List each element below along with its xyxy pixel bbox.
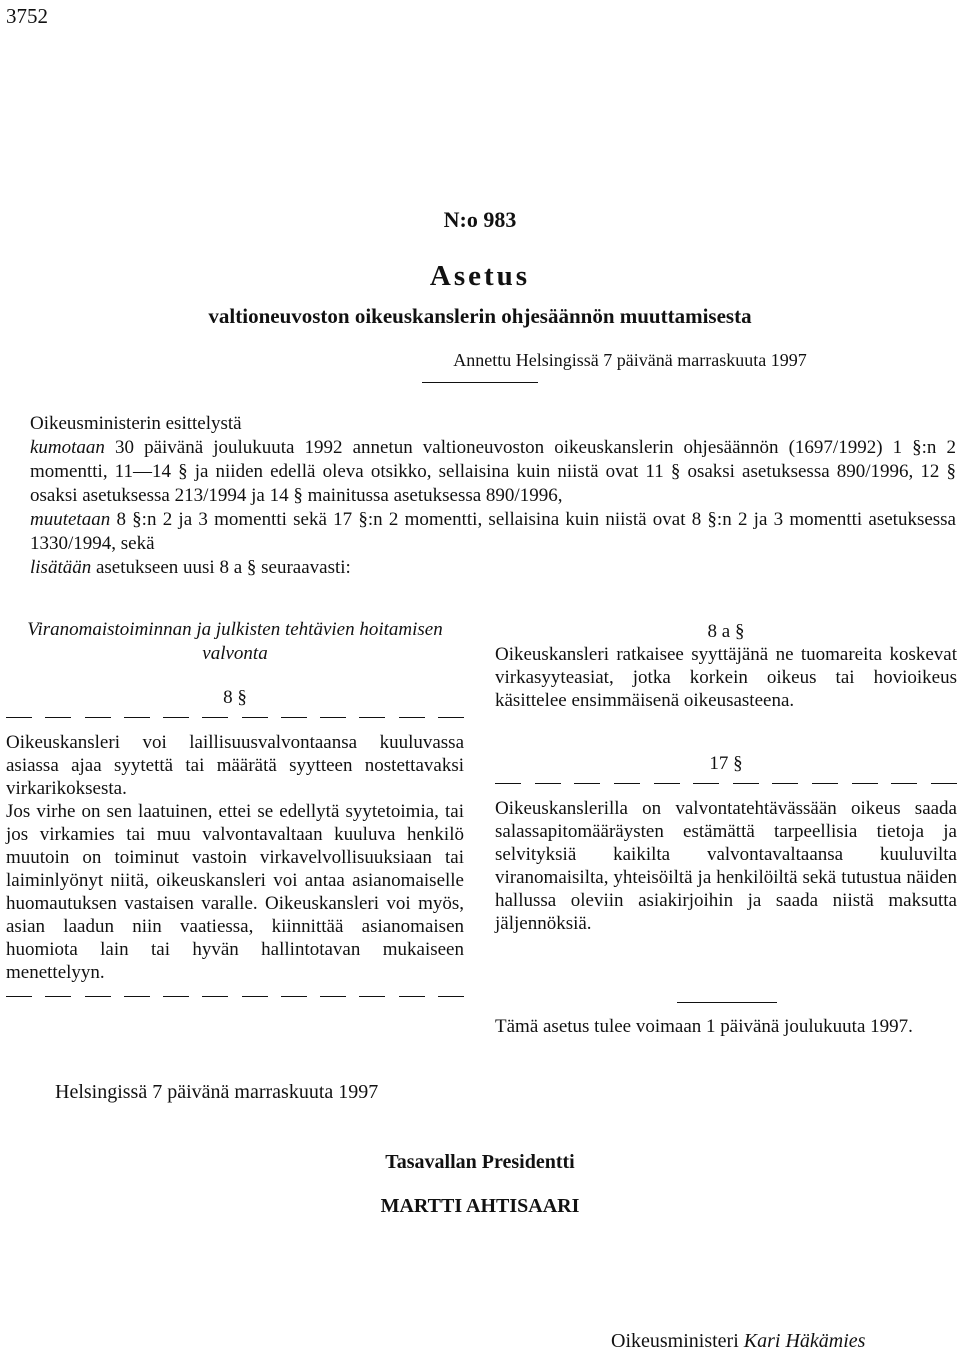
muutetaan-keyword: muutetaan (30, 509, 111, 530)
lisataan-text: asetukseen uusi 8 a § seuraavasti: (91, 557, 351, 578)
minister-name: Kari Häkämies (743, 1330, 866, 1352)
effective-divider (677, 1002, 777, 1003)
document-title: Asetus (429, 260, 531, 292)
given-date-line: Annettu Helsingissä 7 päivänä marraskuuta 1997 (453, 350, 807, 370)
president-name: MARTTI AHTISAARI (380, 1195, 580, 1217)
presenter-line: Oikeusministerin esittelystä (30, 413, 242, 434)
section-8-heading: 8 § (223, 687, 247, 708)
statute-number: N:o 983 (443, 207, 517, 232)
muutetaan-text: 8 §:n 2 ja 3 momentti sekä 17 §:n 2 momentti, sellaisina kuin niistä ovat 8 §:n 2 ja 3 momentti asetuksessa 1330/1994, sekä (30, 509, 956, 554)
minister-title: Oikeusministeri (611, 1330, 739, 1352)
section-17-heading: 17 § (709, 753, 743, 774)
omission-dashes (495, 777, 957, 789)
header-divider (422, 382, 538, 383)
kumotaan-keyword: kumotaan (30, 437, 105, 458)
omission-dashes (6, 711, 464, 723)
section-8a-heading: 8 a § (707, 621, 745, 642)
section-8-paragraph-1: Oikeuskansleri voi laillisuusvalvontaansa kuuluvassa asiassa ajaa syytettä tai määrätä syytteen nostettavaksi virkarikoksesta. (6, 732, 464, 799)
signing-place-date: Helsingissä 7 päivänä marraskuuta 1997 (55, 1081, 379, 1103)
left-column (6, 618, 464, 1002)
preamble (30, 412, 956, 580)
effective-block (495, 1015, 957, 1038)
omission-dashes (6, 990, 464, 1002)
lisataan-keyword: lisätään (30, 557, 92, 578)
muutetaan-clause (30, 508, 956, 556)
document-subtitle: valtioneuvoston oikeuskanslerin ohjesäännön muuttamisesta (208, 304, 752, 328)
page-number: 3752 (6, 4, 48, 28)
section-8-paragraph-2: Jos virhe on sen laatuinen, ettei se edellytä syytetoimia, tai jos virkamies tai muu valvontavaltaan kuuluva henkilö muutoin on toiminut vastoin virkavelvollisuuksiaan tai laiminlyönyt niitä, oikeuskansleri voi antaa asianomaiselle huomautuksen vastaisen varalle. Oikeuskansleri voi myös, asian laadun niin vaatiessa, kiinnittää asianomaisen huomiota lain tai hyvän hallintotavan mukaiseen menettelyyn. (6, 801, 464, 983)
kumotaan-clause (30, 436, 956, 508)
right-column (495, 620, 957, 935)
kumotaan-text: 30 päivänä joulukuuta 1992 annetun valtioneuvoston oikeuskanslerin ohjesäännön (1697/1992) 1 §:n 2 momentti, 11—14 § ja niiden edellä oleva otsikko, sellaisina kuin niistä ovat 11 § osaksi asetuksessa 890/1996, 12 § osaksi asetuksessa 213/1994 ja 14 § mainitussa asetuksessa 890/1996, (30, 437, 956, 506)
section-8a-paragraph: Oikeuskansleri ratkaisee syyttäjänä ne tuomareita koskevat virkasyyteasiat, jotka korkein oikeus tai hovioikeus käsittelee ensimmäisenä oikeusasteena. (495, 644, 957, 711)
minister-signature (611, 1330, 865, 1353)
effective-date: Tämä asetus tulee voimaan 1 päivänä joulukuuta 1997. (495, 1016, 913, 1037)
lisataan-clause (30, 556, 956, 580)
section-17-paragraph: Oikeuskanslerilla on valvontatehtävässään oikeus saada salassapitomääräysten estämättä tarpeellisia tietoja ja selvityksiä kaikilta valvontavaltaansa kuuluvilta viranomaisilta, yhteisöiltä ja henkilöiltä sekä tutustua näiden hallussa oleviin asiakirjoihin ja saada niistä maksutta jäljennöksiä. (495, 798, 957, 934)
chapter-heading: Viranomaistoiminnan ja julkisten tehtävien hoitamisen valvonta (27, 619, 443, 664)
president-title: Tasavallan Presidentti (385, 1151, 575, 1173)
